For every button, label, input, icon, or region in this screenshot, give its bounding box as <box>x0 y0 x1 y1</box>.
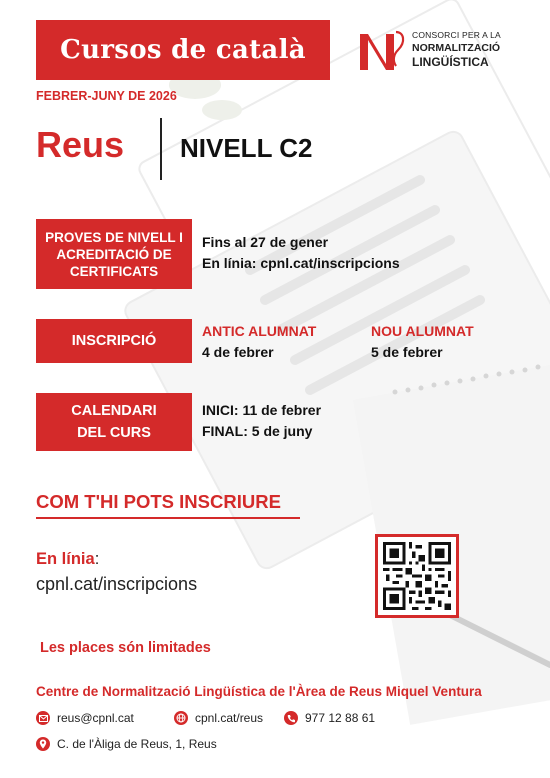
online-label-text: En línia <box>36 550 95 568</box>
cpnl-logo <box>356 28 526 74</box>
new-students-date: 5 de febrer <box>371 344 443 360</box>
contact-phone[interactable] <box>284 711 375 725</box>
email-icon <box>36 711 50 725</box>
registration-new <box>371 321 474 363</box>
calendar-label-line1: CALENDARI <box>71 403 157 419</box>
vertical-divider <box>160 118 162 180</box>
course-city: Reus <box>36 124 125 165</box>
address-text: C. de l'Àliga de Reus, 1, Reus <box>57 737 217 751</box>
course-start: INICI: 11 de febrer <box>202 402 322 418</box>
level-tests-label <box>36 219 192 289</box>
registration-label-text: INSCRIPCIÓ <box>71 332 157 349</box>
email-text: reus@cpnl.cat <box>57 711 134 725</box>
new-students-heading: NOU ALUMNAT <box>371 323 474 339</box>
online-label <box>36 550 99 569</box>
course-level: NIVELL C2 <box>180 133 313 163</box>
course-end: FINAL: 5 de juny <box>202 423 313 439</box>
logo-text-line3: LINGÜÍSTICA <box>412 55 489 69</box>
phone-icon <box>284 711 298 725</box>
logo-text-line1: CONSORCI PER A LA <box>412 30 501 40</box>
online-label-colon: : <box>94 550 100 568</box>
registration-former <box>202 321 316 363</box>
registration-link[interactable]: cpnl.cat/inscripcions <box>36 574 198 594</box>
level-tests-label-line2: ACREDITACIÓ DE <box>56 246 172 262</box>
course-period: FEBRER-JUNY DE 2026 <box>36 89 177 103</box>
cpnl-logo-mark <box>356 28 408 74</box>
contact-email[interactable] <box>36 711 134 725</box>
page-title: Cursos de català <box>60 35 306 65</box>
title-banner <box>36 20 330 80</box>
former-students-heading: ANTIC ALUMNAT <box>202 323 317 339</box>
location-icon <box>36 737 50 751</box>
logo-text-line2: NORMALITZACIÓ <box>412 42 501 54</box>
level-tests-label-line3: CERTIFICATS <box>69 263 159 279</box>
registration-label <box>36 319 192 363</box>
how-to-register-heading: COM T'HI POTS INSCRIURE <box>36 491 281 512</box>
limited-places-notice: Les places són limitades <box>40 640 211 656</box>
heading-underline <box>36 517 300 519</box>
qr-code[interactable] <box>375 534 459 618</box>
level-tests-online: En línia: cpnl.cat/inscripcions <box>202 255 400 271</box>
phone-text: 977 12 88 61 <box>305 711 376 725</box>
level-tests-label-line1: PROVES DE NIVELL I <box>45 229 183 245</box>
level-tests-info <box>202 232 400 274</box>
web-text: cpnl.cat/reus <box>195 711 264 725</box>
qr-code-icon <box>383 542 451 610</box>
contact-web[interactable] <box>174 711 263 725</box>
contact-address <box>36 737 217 751</box>
calendar-info <box>202 400 321 442</box>
level-tests-deadline: Fins al 27 de gener <box>202 234 329 250</box>
centre-name: Centre de Normalització Lingüística de l'Àrea de Reus Miquel Ventura <box>36 684 482 699</box>
globe-icon <box>174 711 188 725</box>
calendar-label <box>36 393 192 451</box>
calendar-label-line2: DEL CURS <box>77 425 151 441</box>
former-students-date: 4 de febrer <box>202 344 274 360</box>
